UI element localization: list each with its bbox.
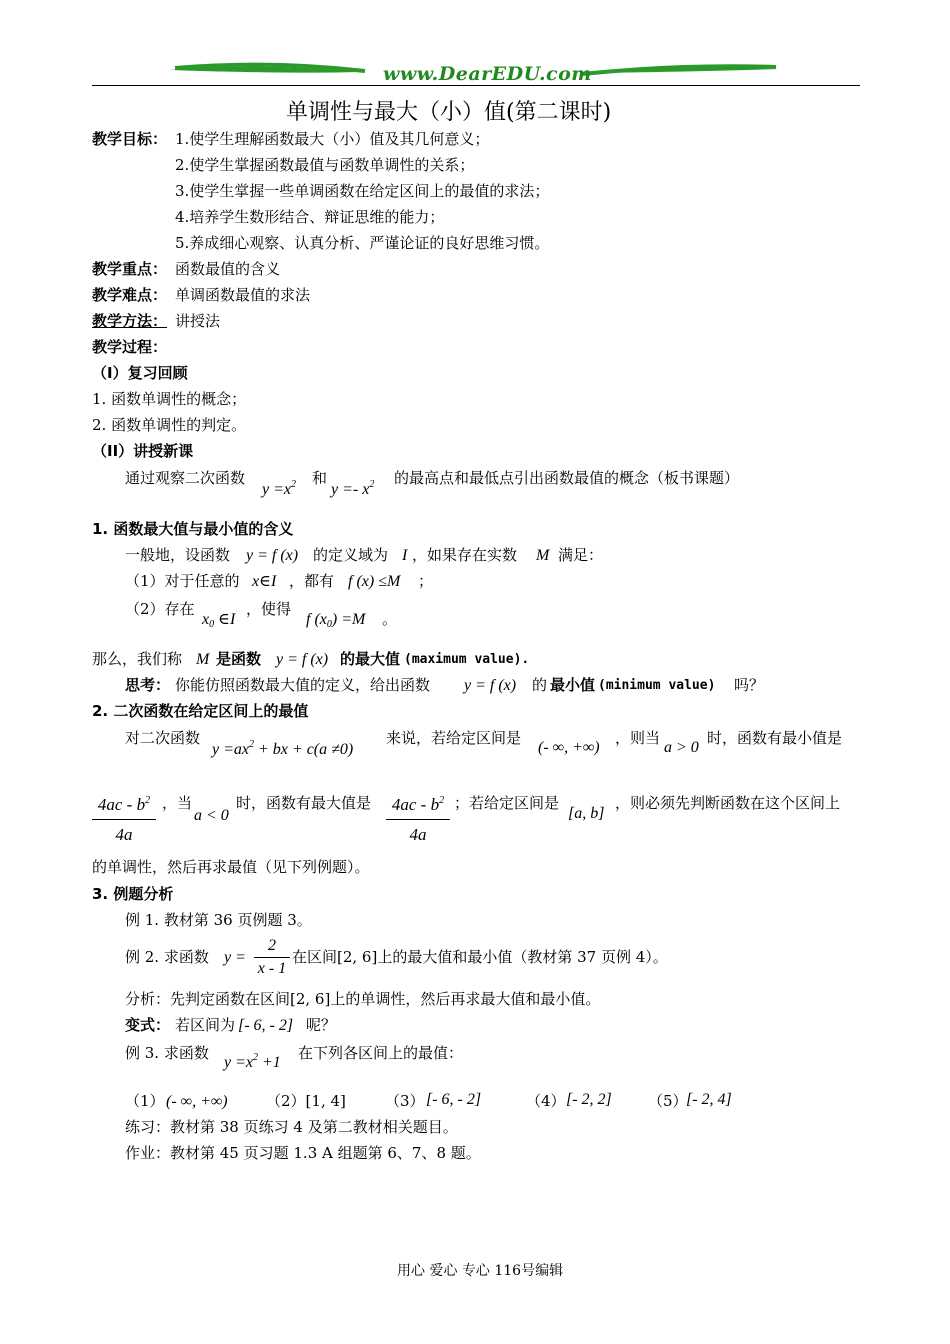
- interval-item: （4）: [526, 1092, 566, 1110]
- example-2: 在区间[2, 6]上的最大值和最小值（教材第 37 页例 4）。: [292, 948, 668, 966]
- goal-item: 4.培养学生数形结合、辩证思维的能力；: [175, 208, 445, 226]
- formula-interval-neg6-neg2: [- 6, - 2]: [238, 1017, 294, 1034]
- practice-text: 练习：教材第 38 页练习 4 及第二教材相关题目。: [125, 1118, 458, 1136]
- sec1-text: （1）对于任意的: [125, 572, 240, 590]
- sec2-text: 时，函数有最小值是: [707, 729, 843, 747]
- sec2-text: 来说，若给定区间是: [386, 729, 522, 747]
- logo-text: www.DearEDU.com: [383, 63, 592, 85]
- formula-I: I: [402, 547, 408, 564]
- method-text: 讲授法: [175, 312, 221, 330]
- formula-fx0-eq-M: f $(x_0) =M$: [306, 611, 366, 630]
- formula-y-x2: $y =x^2$: [262, 479, 296, 498]
- formula-y-fx: y = f (x): [276, 651, 329, 668]
- difficulty-text: 单调函数最值的求法: [175, 286, 311, 304]
- goal-item: 3.使学生掌握一些单调函数在给定区间上的最值的求法；: [175, 182, 550, 200]
- interval-item: （3）: [385, 1092, 425, 1110]
- goal-item: 2.使学生掌握函数最值与函数单调性的关系；: [175, 156, 475, 174]
- sec1-text: 满足：: [558, 546, 604, 564]
- page-title: 单调性与最大（小）值(第二课时): [286, 100, 612, 125]
- goal-item: 5.养成细心观察、认真分析、严谨论证的良好思维习惯。: [175, 234, 550, 252]
- think-text: 的: [532, 676, 548, 694]
- formula-y-neg-x2: $y =- x^2$: [331, 479, 375, 498]
- sec1-text: ，如果存在实数: [412, 546, 518, 564]
- sec1-text: ；: [418, 572, 434, 590]
- sec1-heading: 1. 函数最大值与最小值的含义: [92, 520, 294, 538]
- review-heading: （I）复习回顾: [92, 364, 188, 382]
- sec1-text: （2）存在: [125, 600, 195, 618]
- sec2-text: 时，函数有最大值是: [236, 794, 372, 812]
- intro-text: 的最高点和最低点引出函数最值的概念（板书课题）: [394, 469, 740, 487]
- example-3: 例 3. 求函数: [125, 1044, 209, 1062]
- sec1-text: 的定义域为: [313, 546, 389, 564]
- fraction-min-value: $4ac - b^2$ 4a: [92, 796, 156, 843]
- interval-item: （5）: [648, 1092, 688, 1110]
- think-text: (minimum value): [598, 678, 716, 693]
- intro-text: 通过观察二次函数: [125, 469, 246, 487]
- formula-y-eq: y =: [224, 949, 246, 966]
- formula-interval-ab: [a, b]: [568, 805, 605, 822]
- formula-y-fx: y = f (x): [464, 677, 517, 694]
- focus-label: 教学重点：: [92, 260, 168, 278]
- intro-and: 和: [312, 469, 328, 487]
- sec1-text: 的最大值: [340, 650, 401, 668]
- think-text: 最小值: [550, 676, 596, 694]
- think-label: 思考：: [125, 676, 171, 694]
- variant-text: 若区间为: [175, 1016, 236, 1034]
- sec3-heading: 3. 例题分析: [92, 885, 174, 903]
- sec1-text: ，使得: [246, 600, 292, 618]
- sec2-text: 对二次函数: [125, 729, 201, 747]
- analysis-text: 分析：先判定函数在区间[2, 6]上的单调性，然后再求最大值和最小值。: [125, 990, 601, 1008]
- think-text: 你能仿照函数最大值的定义，给出函数: [175, 676, 431, 694]
- think-text: 吗？: [734, 676, 765, 694]
- sec2-text: 的单调性，然后再求最值（见下列例题）。: [92, 858, 370, 876]
- formula-x0-in-I: $x_0$ ∈I: [202, 611, 236, 630]
- sec1-text: (maximum value).: [404, 652, 530, 667]
- example-3: 在下列各区间上的最值：: [298, 1044, 464, 1062]
- formula-y-x2-plus-1: $y =x^2 +1$: [224, 1052, 281, 1071]
- homework-text: 作业：教材第 45 页习题 1.3 A 组题第 6、7、8 题。: [125, 1144, 481, 1162]
- formula-interval-neg2-4: [- 2, 4]: [686, 1091, 732, 1108]
- footer-text: 用心 爱心 专心 116号编辑: [397, 1263, 564, 1279]
- review-item: 2. 函数单调性的判定。: [92, 416, 247, 434]
- sec2-heading: 2. 二次函数在给定区间上的最值: [92, 702, 309, 720]
- sec1-text: ，都有: [289, 572, 335, 590]
- sec2-text: ，当: [162, 794, 193, 812]
- sec1-text: 是函数: [216, 650, 262, 668]
- formula-fx-le-M: f (x) ≤M: [348, 573, 401, 590]
- sec2-text: ，则当: [615, 729, 661, 747]
- example-1: 例 1. 教材第 36 页例题 3。: [125, 911, 312, 929]
- sec2-text: ；若给定区间是: [454, 794, 560, 812]
- formula-M: M: [536, 547, 550, 564]
- formula-a-gt-0: a > 0: [664, 739, 699, 756]
- process-label: 教学过程：: [92, 338, 168, 356]
- review-item: 1. 函数单调性的概念；: [92, 390, 247, 408]
- interval-item: （1）: [125, 1092, 165, 1110]
- formula-interval-neg6-neg2: [- 6, - 2]: [426, 1091, 482, 1108]
- fraction-max-value: $4ac - b^2$ 4a: [386, 796, 450, 843]
- formula-x-in-I: x∈I: [252, 573, 277, 590]
- formula-interval-all: (- ∞, +∞): [538, 739, 600, 756]
- difficulty-label: 教学难点：: [92, 286, 168, 304]
- sec2-text: ，则必须先判断函数在这个区间上: [615, 794, 841, 812]
- focus-text: 函数最值的含义: [175, 260, 281, 278]
- formula-quadratic: $y =ax^2$ + bx + c(a ≠0): [212, 739, 354, 758]
- header-rule: [92, 85, 860, 86]
- sec1-text: 。: [382, 610, 398, 628]
- newlesson-heading: （II）讲授新课: [92, 442, 194, 460]
- formula-a-lt-0: a < 0: [194, 807, 229, 824]
- goals-label: 教学目标：: [92, 130, 168, 148]
- sec1-text: 一般地，设函数: [125, 546, 231, 564]
- example-2: 例 2. 求函数: [125, 948, 209, 966]
- formula-interval-neg2-2: [- 2, 2]: [566, 1091, 612, 1108]
- variant-text: 呢？: [306, 1016, 337, 1034]
- goal-item: 1.使学生理解函数最大（小）值及其几何意义；: [175, 130, 490, 148]
- sec1-text: 那么，我们称: [92, 650, 183, 668]
- formula-y-fx: y = f (x): [246, 547, 299, 564]
- variant-label: 变式：: [125, 1016, 171, 1034]
- method-label: 教学方法：: [92, 312, 168, 330]
- interval-item: （2）[1, 4]: [266, 1092, 346, 1110]
- formula-M: M: [196, 651, 210, 668]
- formula-interval-all: (- ∞, +∞): [166, 1093, 228, 1110]
- fraction-2-over-x-1: 2 x - 1: [254, 938, 290, 977]
